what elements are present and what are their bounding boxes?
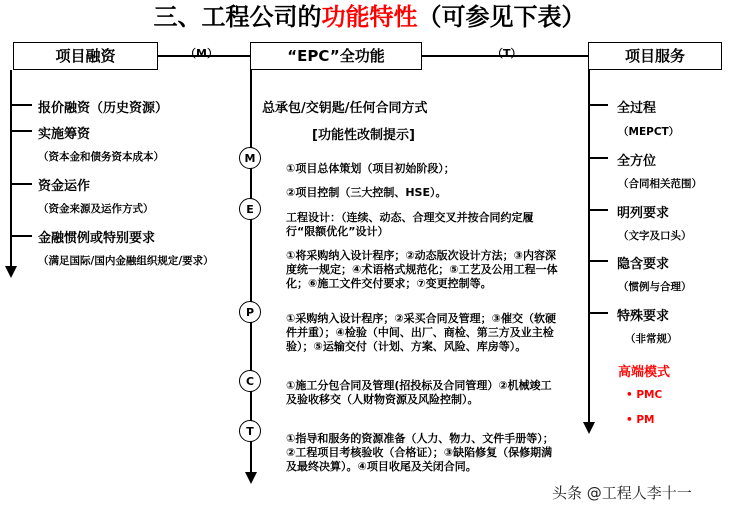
left-item: 金融惯例或特别要求 [38, 231, 156, 246]
watermark: 头条 @工程人李十一 [552, 484, 692, 502]
stage-t-para-1: ①指导和服务的资源准备（人力、物力、文件手册等）；②工程项目考核验收（合格证）；③缺陷修复（保修期满及最终决算）。④项目收尾及关闭合同。 [286, 432, 554, 473]
right-item: 隐含要求 [617, 257, 670, 272]
connector-label-m: （M） [185, 47, 218, 60]
stage-circle-p: P [239, 301, 261, 323]
right-item: 明列要求 [617, 206, 670, 221]
right-item: 特殊要求 [617, 309, 670, 324]
stage-e-para-1: 工程设计：（连续、动态、合理交叉并按合同约定履行“限额优化”设计） [286, 211, 534, 238]
left-tick-2 [10, 130, 32, 132]
right-item: （MEPCT） [618, 126, 680, 138]
center-spine [250, 70, 252, 476]
right-item-highlight: • PMC [626, 389, 663, 401]
right-tick-3 [588, 209, 608, 211]
left-item: （满足国际/国内金融组织规定/要求） [38, 255, 214, 267]
stage-m-para-2: ②项目控制（三大控制、HSE）。 [286, 186, 447, 199]
left-item: （资金来源及运作方式） [38, 203, 154, 215]
title-prefix: 三、工程公司的 [153, 3, 322, 31]
right-item: （惯例与合理） [618, 281, 692, 293]
left-item: 实施筹资 [38, 127, 91, 142]
left-tick-1 [10, 104, 32, 106]
right-arrow-icon [583, 422, 595, 434]
right-item-highlight: 高端模式 [618, 365, 671, 380]
left-arrow-icon [5, 266, 17, 278]
right-tick-5 [588, 312, 608, 314]
right-item: （非常规） [625, 333, 678, 345]
right-tick-2 [588, 157, 608, 159]
box-project-financing: 项目融资 [13, 42, 158, 70]
stage-p-para-1: ①采购纳入设计程序；②采买合同及管理；③催交（软硬件并重）；④检验（中间、出厂、商检、第三方及业主检验）；⑤运输交付（计划、方案、风险、库房等）。 [286, 312, 556, 353]
connector-label-t: （T） [492, 47, 522, 60]
left-spine [10, 70, 12, 270]
page-title [0, 0, 739, 34]
right-item-highlight: • PM [626, 414, 655, 426]
left-item: 资金运作 [38, 179, 91, 194]
stage-c-para-1: ①施工分包合同及管理(招投标及合同管理）②机械竣工及验收移交（人财物资源及风险控制）。 [286, 379, 552, 406]
title-highlight: 功能特性 [321, 3, 418, 31]
left-item: （资本金和债务资本成本） [38, 151, 164, 163]
right-item: 全方位 [617, 154, 657, 169]
stage-circle-t: T [239, 420, 261, 442]
box-epc-full-function: “EPC”全功能 [250, 42, 422, 70]
box-project-service: 项目服务 [588, 42, 722, 70]
right-tick-1 [588, 104, 608, 106]
right-item: （文字及口头） [618, 230, 692, 242]
stage-m-para-1: ①项目总体策划（项目初始阶段）； [286, 162, 455, 175]
left-tick-4 [10, 235, 32, 237]
right-item: 全过程 [617, 101, 657, 116]
center-head-line2: [功能性改制提示] [312, 128, 415, 143]
center-head-line1: 总承包/交钥匙/任何合同方式 [262, 101, 428, 116]
right-tick-4 [588, 260, 608, 262]
right-item: （合同相关范围） [618, 178, 702, 190]
title-suffix: （可参见下表） [417, 3, 586, 31]
left-item: 报价融资（历史资源） [38, 101, 169, 116]
stage-circle-m: M [239, 147, 261, 169]
right-spine [588, 70, 590, 425]
left-tick-3 [10, 183, 32, 185]
stage-circle-c: C [239, 370, 261, 392]
stage-e-para-2: ①将采购纳入设计程序；②动态版次设计方法；③内容深度统一规定；④术语格式规范化；⑤工艺及公用工程一体化；⑥施工文件交付要求；⑦变更控制等。 [286, 249, 558, 290]
center-arrow-icon [245, 472, 257, 484]
stage-circle-e: E [239, 198, 261, 220]
